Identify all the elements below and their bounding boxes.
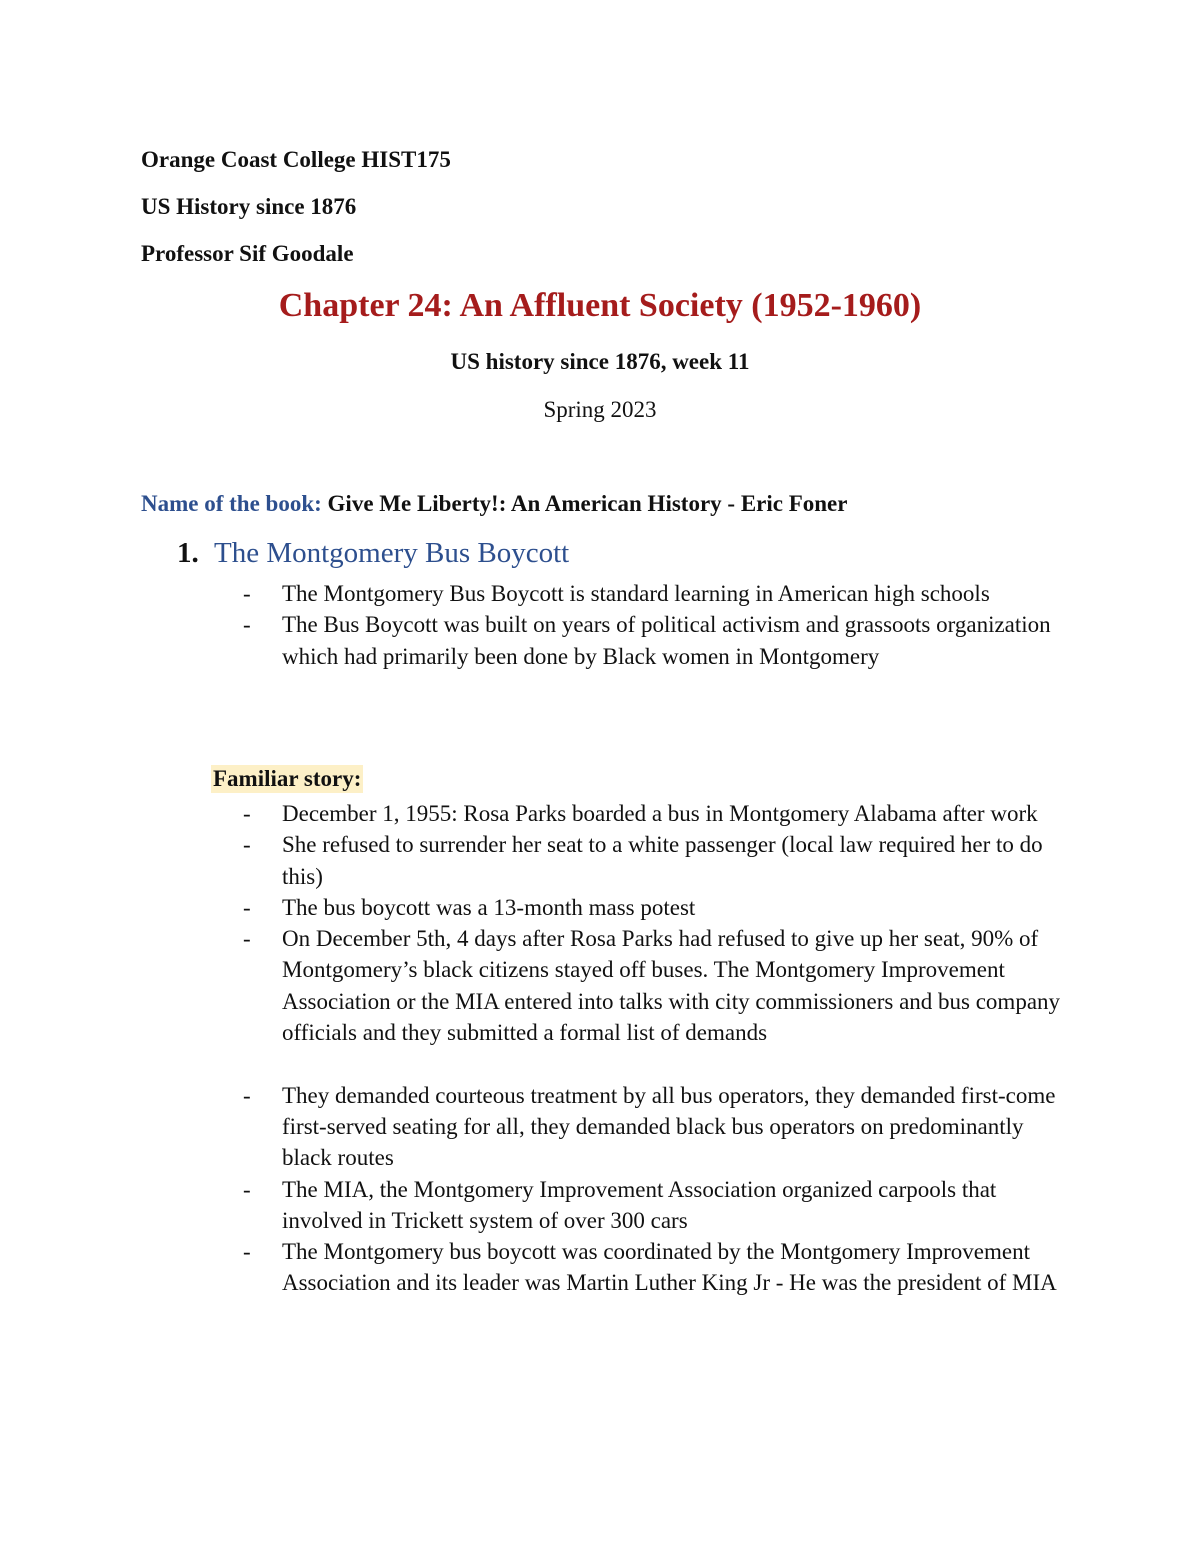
list-item-text: The Montgomery bus boycott was coordinated by the Montgomery Improvement Association and its leader was Martin Luther King Jr - He was the president of MIA: [282, 1239, 1057, 1296]
term-label: Spring 2023: [543, 397, 657, 422]
book-reference: [141, 490, 847, 518]
book-label: Name of the book:: [141, 491, 322, 516]
professor-name: Professor Sif Goodale: [141, 241, 354, 266]
list-item: [0, 829, 1072, 892]
book-title: Give Me Liberty!: An American History - Eric Foner: [327, 491, 848, 516]
bullet-dash: -: [243, 832, 251, 858]
section-heading: [177, 536, 569, 570]
list-item: [0, 1174, 1072, 1237]
section-title: The Montgomery Bus Boycott: [214, 537, 570, 569]
bullet-dash: -: [243, 926, 251, 952]
list-item-text: The MIA, the Montgomery Improvement Association organized carpools that involved in Trickett system of over 300 cars: [282, 1176, 997, 1233]
chapter-subtitle: US history since 1876, week 11: [450, 349, 750, 374]
bullet-dash: -: [243, 801, 251, 826]
list-item: [0, 609, 1072, 672]
bullet-dash: -: [243, 894, 251, 920]
list-item: [0, 798, 1072, 829]
bullet-dash: -: [243, 1082, 251, 1108]
list-item: [0, 892, 1072, 923]
list-item-text: They demanded courteous treatment by all bus operators, they demanded first-come first-served seating for all, they demanded black bus operators on predominantly black routes: [282, 1082, 1056, 1171]
list-item-text: The bus boycott was a 13-month mass potest: [282, 894, 696, 920]
course-name: Orange Coast College HIST175: [141, 147, 451, 172]
bullet-dash: -: [243, 581, 251, 606]
list-item-text: The Bus Boycott was built on years of political activism and grassoots organization which had primarily been done by Black women in Montgomery: [282, 612, 1051, 669]
list-item: [0, 1080, 1072, 1174]
familiar-story-list: [0, 798, 1072, 1299]
familiar-story-label: Familiar story:: [213, 766, 362, 791]
intro-bullet-list: [0, 578, 1072, 672]
list-item-text: She refused to surrender her seat to a white passenger (local law required her to do this): [282, 832, 1043, 889]
bullet-dash: -: [243, 1239, 251, 1265]
list-item: [0, 578, 1072, 609]
chapter-title: Chapter 24: An Affluent Society (1952-1960): [278, 287, 922, 324]
course-title: US History since 1876: [141, 194, 357, 219]
list-item-text: The Montgomery Bus Boycott is standard learning in American high schools: [282, 581, 990, 606]
list-item-text: December 1, 1955: Rosa Parks boarded a bus in Montgomery Alabama after work: [282, 801, 1038, 826]
list-item: [0, 923, 1072, 1048]
list-item: [0, 1236, 1072, 1299]
bullet-dash: -: [243, 1176, 251, 1202]
bullet-dash: -: [243, 612, 251, 638]
section-number: 1.: [177, 537, 199, 569]
list-item-text: On December 5th, 4 days after Rosa Parks had refused to give up her seat, 90% of Montgomery’s black citizens stayed off buses. The Montgomery Improvement Association or the MIA entered into talks with city commissioners and bus company officials and they submitted a formal list of demands: [282, 926, 1061, 1046]
